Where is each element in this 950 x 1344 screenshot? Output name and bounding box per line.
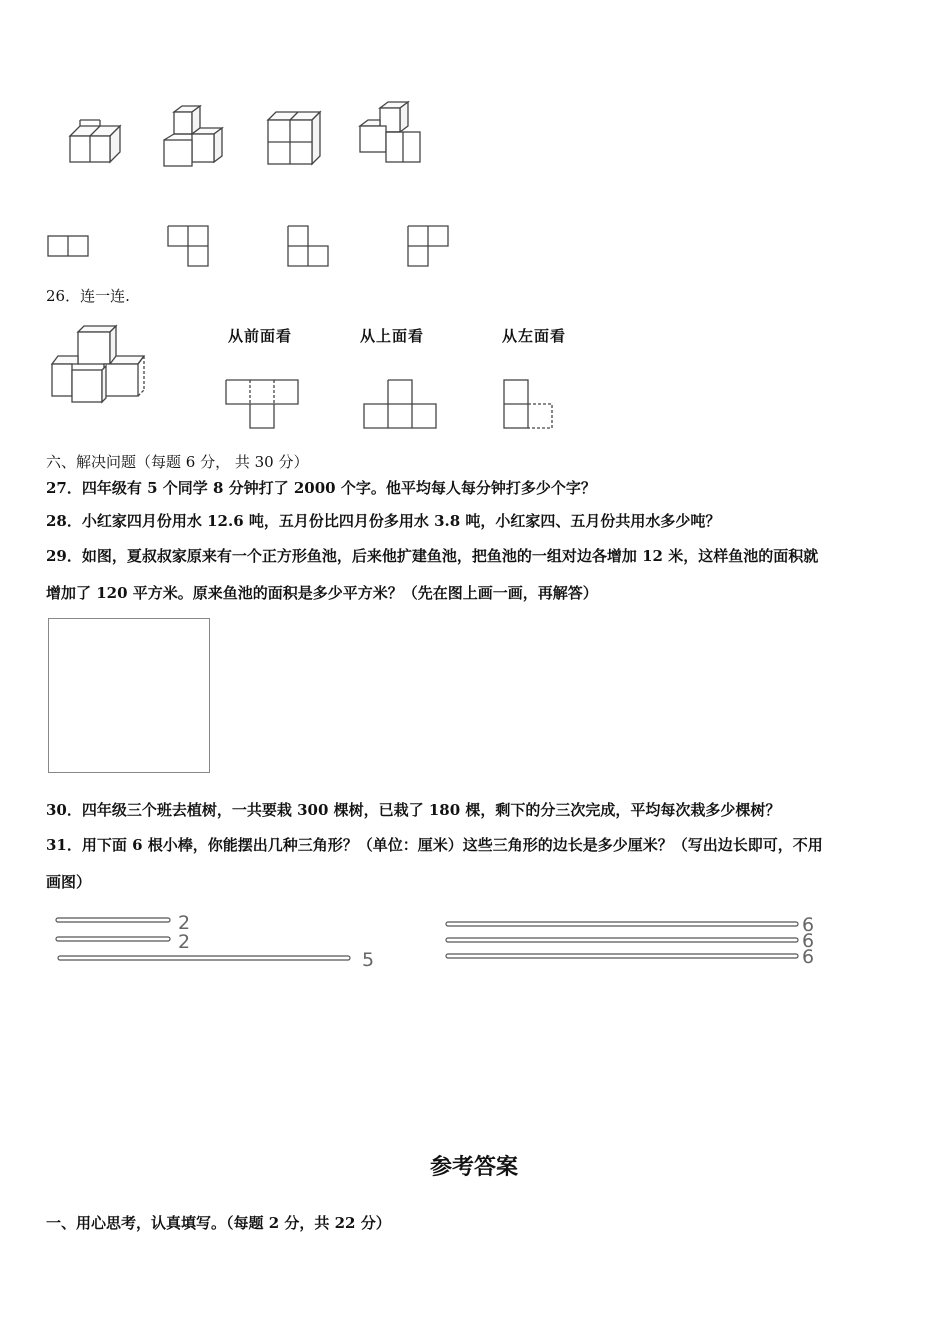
view-shape-2 <box>164 222 212 268</box>
q26-view-front <box>222 374 304 432</box>
view-label-left: 从左面看 <box>502 327 567 345</box>
view-shape-4 <box>404 222 452 268</box>
stick-right-2 <box>446 938 798 942</box>
stick-left-3 <box>58 956 350 960</box>
cube-figure-4 <box>356 98 426 166</box>
q26-solid-figure <box>48 324 150 406</box>
stick-right-3-label: 6 <box>802 946 815 968</box>
q26-view-top <box>360 374 442 432</box>
answer-section-1-heading: 一、用心思考，认真填写。（每题 2 分，共 22 分） <box>46 1214 391 1232</box>
question-31-line-1: 31．用下面 6 根小棒，你能摆出几种三角形？（单位：厘米）这些三角形的边长是多少厘米？（写出边长即可，不用 <box>46 836 823 854</box>
sticks-right-group <box>444 910 824 972</box>
question-30: 30．四年级三个班去植树，一共要栽 300 棵树，已栽了 180 棵，剩下的分三次完成，平均每次栽多少棵树？ <box>46 801 781 819</box>
view-label-top: 从上面看 <box>360 327 425 345</box>
stick-right-2-label: 6 <box>802 930 815 952</box>
sticks-left-group <box>54 910 384 972</box>
cube-figure-3 <box>262 108 324 168</box>
question-31-line-2: 画图） <box>46 873 92 891</box>
section-six-heading: 六、解决问题（每题 6 分， 共 30 分） <box>46 453 309 471</box>
cube-figure-2 <box>160 104 226 168</box>
view-shape-3 <box>284 222 332 268</box>
answer-title: 参考答案 <box>430 1155 519 1180</box>
stick-right-1 <box>446 922 798 926</box>
stick-right-3 <box>446 954 798 958</box>
q26-view-left <box>500 374 558 432</box>
view-label-front: 从前面看 <box>228 327 293 345</box>
stick-left-2-label: 2 <box>178 931 191 953</box>
stick-left-2 <box>56 937 170 941</box>
stick-left-1 <box>56 918 170 922</box>
question-27: 27．四年级有 5 个同学 8 分钟打了 2000 个字。他平均每人每分钟打多少个字？ <box>46 479 596 497</box>
cube-figure-1 <box>66 118 126 166</box>
view-shape-1 <box>46 232 92 258</box>
q26-title: 26．连一连. <box>46 287 130 305</box>
question-29-line-2: 增加了 120 平方米。原来鱼池的面积是多少平方米？（先在图上画一画，再解答） <box>46 584 598 602</box>
stick-left-3-label: 5 <box>362 949 375 971</box>
stick-left-1-label: 2 <box>178 912 191 934</box>
stick-right-1-label: 6 <box>802 914 815 936</box>
fish-pond-square <box>48 618 210 773</box>
question-29-line-1: 29．如图，夏叔叔家原来有一个正方形鱼池，后来他扩建鱼池，把鱼池的一组对边各增加 12 米，这样鱼池的面积就 <box>46 547 819 565</box>
question-28: 28．小红家四月份用水 12.6 吨，五月份比四月份多用水 3.8 吨，小红家四、五月份共用水多少吨？ <box>46 512 721 530</box>
